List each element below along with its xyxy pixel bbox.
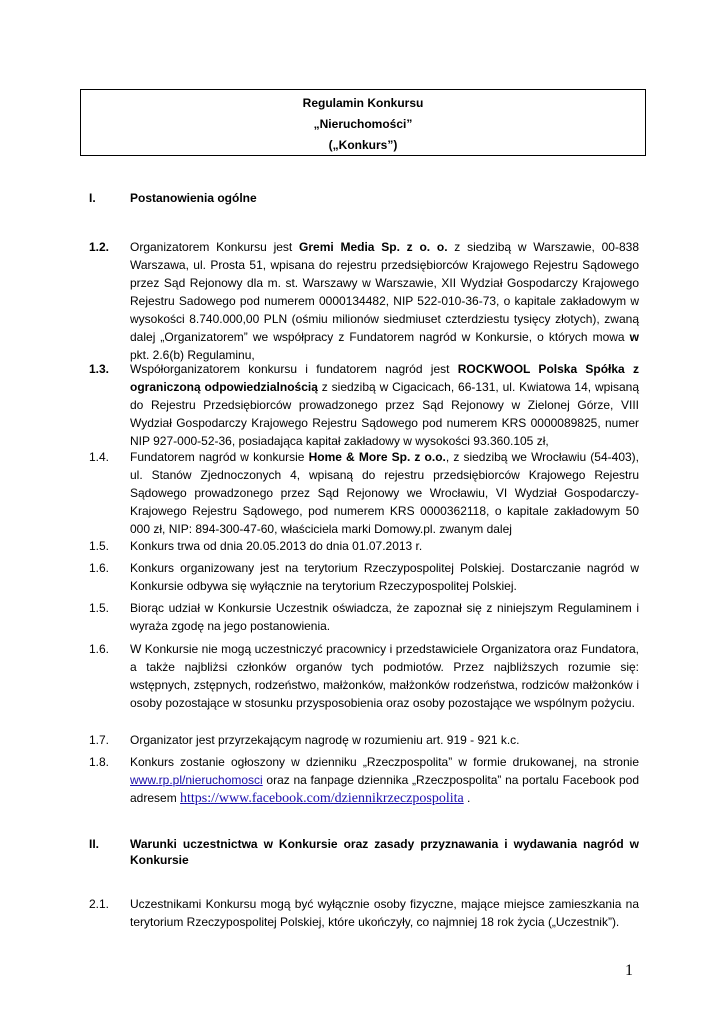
- text: z siedzibą w Warszawie, 00-838 Warszawa, ul. Prosta 51, wpisana do rejestru przedsiębiorców Krajowego Rejestru Sądowego przez Sąd Rejonowy dla m. st. Warszawy w Warszawie, XII Wydział Gospodarczy Krajowego Rejestru Sadowego pod numerem 0000134482, NIP 522-010-36-73, o kapitale zakładowym w wysokości 8.740.000,00 PLN (ośmiu milionów siedmiuset czterdziestu tysięcy złotych), zwaną dalej „Organizatorem” we współpracy z Fundatorem nagród w Konkursie, o których mowa: [130, 240, 639, 344]
- paragraph-number: 1.4.: [89, 450, 110, 464]
- paragraph-1-5: Konkurs trwa od dnia 20.05.2013 do dnia 01.07.2013 r.: [130, 539, 423, 553]
- text: Konkurs zostanie ogłoszony w dzienniku „Rzeczpospolita” w formie drukowanej, na stronie: [130, 755, 639, 769]
- paragraph-1-2: [130, 238, 639, 364]
- rp-link[interactable]: www.rp.pl/nieruchomosci: [130, 773, 263, 787]
- company-name: ROCKWOOL Polska Spółka z ograniczoną odpowiedzialnością: [130, 362, 639, 394]
- paragraph-1-6-b: W Konkursie nie mogą uczestniczyć pracownicy i przedstawiciele Organizatora oraz Fundatora, a także najbliżsi członków organów tych podmiotów. Przez najbliższych rozumie się: wstępnych, zstępnych, rodzeństwo, małżonków, małżonków rodzeństwa, rodziców małżonków i osoby pozostające w stosunku przysposobienia oraz osoby pozostające we wspólnym pożyciu.: [130, 642, 639, 710]
- text: oraz na fanpage dziennika „Rzeczpospolita” na portalu Facebook pod adresem: [130, 773, 639, 805]
- title-line-1: Regulamin Konkursu: [302, 96, 424, 110]
- text: .: [463, 791, 471, 805]
- paragraph-1-7: Organizator jest przyrzekającym nagrodę w rozumieniu art. 919 - 921 k.c.: [130, 733, 520, 747]
- paragraph-2-1: Uczestnikami Konkursu mogą być wyłącznie osoby fizyczne, mające miejsce zamieszkania na terytorium Rzeczypospolitej Polskiej, które ukończyły, co najmniej 18 rok życia („Uczestnik”).: [130, 897, 639, 929]
- paragraph-number: 1.8.: [89, 755, 110, 769]
- paragraph-1-6: Konkurs organizowany jest na terytorium Rzeczypospolitej Polskiej. Dostarczanie nagród w Konkursie odbywa się wyłącznie na terytorium Rzeczypospolitej Polskiej.: [130, 561, 639, 593]
- paragraph-1-8: [130, 753, 639, 808]
- section-2-title: Warunki uczestnictwa w Konkursie oraz zasady przyznawania i wydawania nagród w Konkursie: [130, 837, 639, 867]
- paragraph-number: 1.2.: [89, 240, 110, 254]
- paragraph-number: 1.6.: [89, 561, 110, 575]
- paragraph-1-4: [130, 448, 639, 538]
- title-box: [80, 89, 646, 156]
- paragraph-number: 1.5.: [89, 601, 110, 615]
- paragraph-1-5-b: Biorąc udział w Konkursie Uczestnik oświadcza, że zapoznał się z niniejszym Regulaminem i wyraża zgodę na jego postanowienia.: [130, 601, 639, 633]
- section-1-title: Postanowienia ogólne: [130, 191, 257, 205]
- text: pkt. 2.6(b) Regulaminu,: [130, 348, 255, 362]
- paragraph-1-3: [130, 360, 639, 450]
- paragraph-number: 1.5.: [89, 539, 110, 553]
- title-line-3: („Konkurs”): [328, 138, 398, 152]
- company-name: Gremi Media Sp. z o. o.: [299, 240, 448, 254]
- paragraph-number: 1.3.: [89, 362, 110, 376]
- section-2-number: II.: [89, 837, 100, 851]
- page-number: 1: [625, 962, 633, 979]
- facebook-link[interactable]: https://www.facebook.com/dziennikrzeczpospolita: [180, 791, 464, 806]
- text: z siedzibą w Cigacicach, 66-131, ul. Kwiatowa 14, wpisaną do Rejestru Przedsiębiorców prowadzonego przez Sąd Rejonowy w Zielonej Górze, VIII Wydział Gospodarczy Krajowego Rejestru Sądowego pod numerem KRS 0000089825, numer NIP 927-000-52-36, posiadająca kapitał zakładowy w wysokości 93.360.105 zł,: [130, 380, 639, 448]
- text: w: [629, 330, 639, 344]
- text: Organizatorem Konkursu jest: [130, 240, 300, 254]
- paragraph-number: 1.7.: [89, 733, 110, 747]
- paragraph-number: 2.1.: [89, 897, 110, 911]
- paragraph-number: 1.6.: [89, 642, 110, 656]
- text: Współorganizatorem konkursu i fundatorem nagród jest: [130, 362, 458, 376]
- section-1-number: I.: [89, 191, 96, 205]
- text: Fundatorem nagród w konkursie: [130, 450, 309, 464]
- text: , z siedzibą we Wrocławiu (54-403), ul. Stanów Zjednoczonych 4, wpisaną do rejestru przedsiębiorców Krajowego Rejestru Sądowego prowadzonego przez Sąd Rejonowy we Wrocławiu, VI Wydział Gospodarczy-Krajowego Rejestru Sądowego, pod numerem KRS 0000362118, o kapitale zakładowym 50 000 zł, NIP: 894-300-47-60, właściciela marki Domowy.pl. zwanym dalej: [130, 450, 640, 536]
- company-name: Home & More Sp. z o.o.: [308, 450, 446, 464]
- title-line-2: „Nieruchomości”: [313, 117, 413, 131]
